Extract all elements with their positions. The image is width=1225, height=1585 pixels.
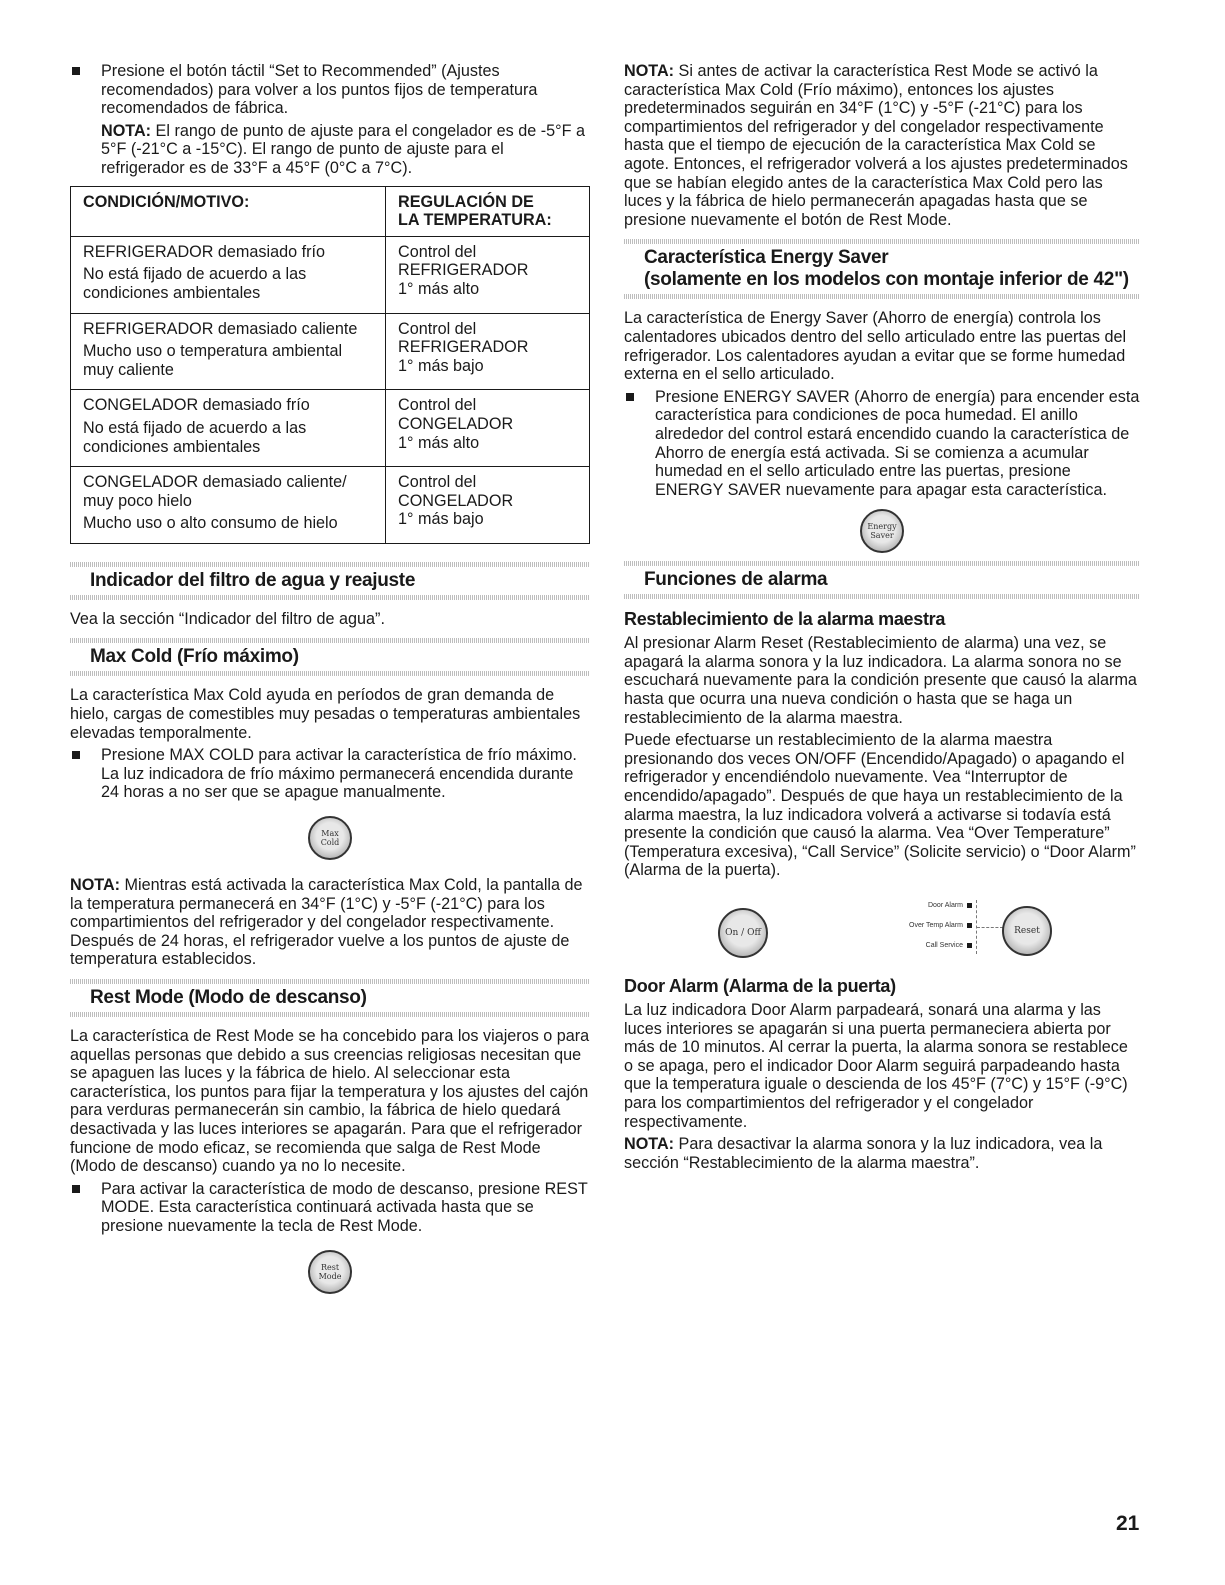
table-cell-condition: CONGELADOR demasiado frío No está fijado de acuerdo a las condiciones ambientales [71,390,386,467]
table-cell-regulation: Control del REFRIGERADOR 1° más bajo [386,313,590,390]
table-cell-regulation: Control del REFRIGERADOR 1° más alto [386,236,590,313]
bullet-square [72,1185,80,1193]
bullet-rest-mode: Para activar la característica de modo de descanso, presione REST MODE. Esta característica continuará activada hasta que se presione nuevamente la tecla de Rest Mode. [70,1180,590,1236]
page-number: 21 [1116,1512,1140,1535]
rest-mode-button-icon: Rest Mode [308,1250,352,1294]
left-column [70,62,590,1310]
max-cold-button-icon: Max Cold [308,816,352,860]
door-alarm-note: NOTA: Para desactivar la alarma sonora y la luz indicadora, vea la sección “Restablecimiento de la alarma maestra”. [624,1135,1103,1172]
hatch-divider [70,638,590,643]
indicator-light-icon [967,903,972,908]
table-cell-condition: CONGELADOR demasiado caliente/ muy poco hielo Mucho uso o alto consumo de hielo [71,467,386,544]
bullet-square [72,67,80,75]
on-off-button-icon: On / Off [718,908,768,958]
reset-button-icon: Reset [1002,906,1052,956]
bullet-square [626,393,634,401]
table-cell-regulation: Control del CONGELADOR 1° más bajo [386,467,590,544]
hatch-divider [624,594,1140,599]
door-alarm-indicator: Door Alarm [892,902,972,910]
section-energy-saver [624,239,1140,299]
hatch-divider [70,562,590,567]
alarm-controls-figure [624,896,1140,966]
table-row [71,390,590,467]
hatch-divider [624,561,1140,566]
heading-alarm-functions: Funciones de alarma [644,569,828,591]
energy-saver-figure [624,509,1140,553]
table-cell-condition: REFRIGERADOR demasiado frío No está fijado de acuerdo a las condiciones ambientales [71,236,386,313]
call-service-indicator: Call Service [892,942,972,950]
indicator-light-icon [967,923,972,928]
energy-saver-button-icon: Energy Saver [860,509,904,553]
master-reset-text-2: Puede efectuarse un restablecimiento de la alarma maestra presionando dos veces ON/OFF (Encendido/Apagado) o apagando el refrigerador y encendiéndolo nuevamente. Vea “Interruptor de encendido/apagado”. Después de que haya un restablecimiento de la alarma maestra, la luz indicadora volverá a activarse si todavía está presente la condición que causó la alarma. Vea “Over Temperature” (Temperatura excesiva), “Call Service” (Solicite servicio) o “Door Alarm” (Alarma de la puerta). [624,731,1136,880]
bullet-energy-saver: Presione ENERGY SAVER (Ahorro de energía) para encender esta característica para condiciones de poca humedad. El anillo alrededor del control estará encendido cuando la característica de Ahorro de energía está activada. Si se comienza a acumular humedad en el sello articulado entre las puertas, presione ENERGY SAVER nuevamente para apagar esta característica. [624,388,1140,500]
hatch-divider [70,671,590,676]
bullet-set-to-recommended: Presione el botón táctil “Set to Recommended” (Ajustes recomendados) para volver a los puntos fijos de temperatura recomendados de fábrica. [70,62,590,118]
section-rest-mode [70,979,590,1017]
heading-filter-indicator: Indicador del filtro de agua y reajuste [90,569,416,591]
table-header-condition: CONDICIÓN/MOTIVO: [71,186,386,236]
heading-master-reset: Restablecimiento de la alarma maestra [624,609,946,630]
indicator-light-icon [967,943,972,948]
bullet-max-cold: Presione MAX COLD para activar la característica de frío máximo. La luz indicadora de frío máximo permanecerá encendida durante 24 horas a no ser que se apague manualmente. [70,746,590,802]
heading-rest-mode: Rest Mode (Modo de descanso) [90,987,367,1008]
hatch-divider [624,294,1140,299]
table-cell-condition: REFRIGERADOR demasiado caliente Mucho uso o temperatura ambiental muy caliente [71,313,386,390]
rest-mode-text: La característica de Rest Mode se ha concebido para los viajeros o para aquellas personas que debido a sus creencias religiosas necesitan que se apaguen las luces y la fábrica de hielo. Al seleccionar esta característica, los puntos para fijar la temperatura y los ajustes del cajón para verduras permanecerán sin cambio, la fábrica de hielo quedará desactivada y las luces interiores se apagarán. Para que el refrigerador funcione de modo eficaz, se recomienda que salga de Rest Mode (Modo de descanso) cuando ya no lo necesite. [70,1027,590,1176]
hatch-divider [70,1012,590,1017]
door-alarm-text: La luz indicadora Door Alarm parpadeará, sonará una alarma y las luces interiores se apagarán si una puerta permaneciera abierta por más de 10 minutos. Al cerrar la puerta, la alarma sonora se restablece o se apaga, pero el indicador Door Alarm seguirá parpadeando hasta que la temperatura iguale o descienda de los 45°F (7°C) y 15°F (-9°C) para los compartimientos del refrigerador y el congelador respectivamente. [624,1001,1128,1131]
filter-text: Vea la sección “Indicador del filtro de agua”. [70,609,385,628]
table-row [71,236,590,313]
energy-saver-text: La característica de Energy Saver (Ahorro de energía) controla los calentadores ubicados dentro del sello articulado entre las puertas del refrigerador. Los calentadores ayudan a evitar que se forme humedad externa en el sello articulado. [624,309,1127,384]
hatch-divider [70,595,590,600]
heading-max-cold: Max Cold (Frío máximo) [90,646,299,668]
max-cold-text: La característica Max Cold ayuda en períodos de gran demanda de hielo, cargas de comestibles muy pesadas o temperaturas ambientales elevadas temporalmente. [70,686,581,742]
section-alarm-functions [624,561,1140,599]
hatch-divider [70,979,590,984]
right-column [624,62,1140,1176]
table-cell-regulation: Control del CONGELADOR 1° más alto [386,390,590,467]
master-reset-text-1: Al presionar Alarm Reset (Restablecimiento de alarma) una vez, se apagará la alarma sonora y la luz indicadora. La alarma sonora no se escuchará nuevamente para la condición presente que causó la alarma hasta que ocurra una nueva condición o hasta que se haga un restablecimiento de la alarma maestra. [624,634,1137,727]
table-header-row [71,186,590,236]
heading-energy-saver: Característica Energy Saver (solamente en los modelos con montaje inferior de 42") [644,247,1129,291]
heading-door-alarm: Door Alarm (Alarma de la puerta) [624,976,896,996]
bullet-square [72,751,80,759]
table-row [71,313,590,390]
table-row [71,467,590,544]
rest-mode-note: NOTA: Si antes de activar la característica Rest Mode se activó la característica Max Cold (Frío máximo), entonces los ajustes predeterminados seguirán en 34°F (1°C) y -5°F (-21°C) para los compartimientos del refrigerador y del congelador respectivamente hasta que el tiempo de ejecución de la característica Max Cold se agote. Entonces, el refrigerador volverá a los ajustes predeterminados que se habían elegido antes de la característica Max Cold pero las luces y la fábrica de hielo permanecerán apagadas hasta que se presione nuevamente el botón de Rest Mode. [624,62,1128,229]
over-temp-alarm-indicator: Over Temp Alarm [892,922,972,930]
connector-line [977,927,1003,928]
hatch-divider [624,239,1140,244]
rest-mode-figure [70,1250,590,1294]
temperature-regulation-table [70,186,590,544]
max-cold-note: NOTA: Mientras está activada la característica Max Cold, la pantalla de la temperatura permanecerá en 34°F (1°C) y -5°F (-21°C) para los compartimientos del refrigerador y del congelador respectivamente. Después de 24 horas, el refrigerador vuelve a los puntos de ajuste de temperatura establecidos. [70,876,583,969]
note-setpoint-range: NOTA: El rango de punto de ajuste para el congelador es de -5°F a 5°F (-21°C a -15°C). El rango de punto de ajuste para el refrigerador es de 33°F a 45°F (0°C a 7°C). [101,121,585,177]
table-header-regulation: REGULACIÓN DE LA TEMPERATURA: [386,186,590,236]
section-filter-indicator [70,562,590,600]
max-cold-figure [70,816,590,860]
section-max-cold [70,638,590,676]
